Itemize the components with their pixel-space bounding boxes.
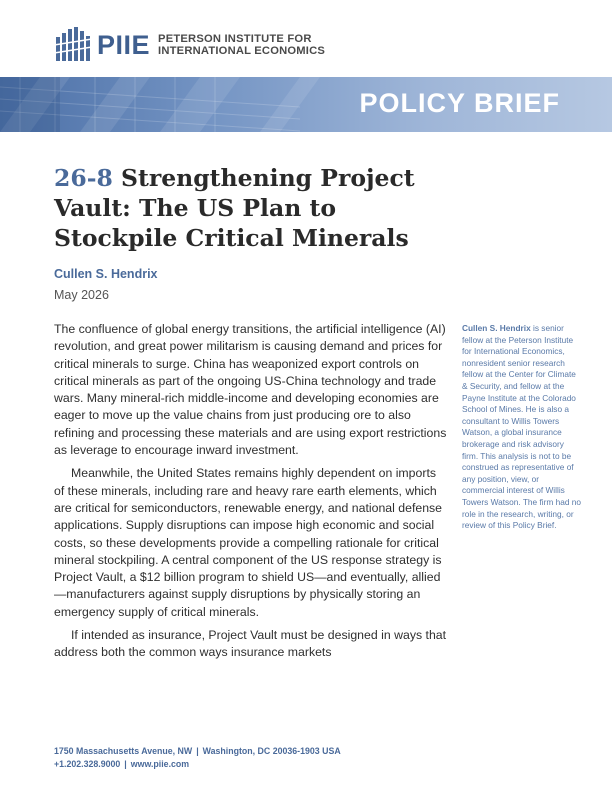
title-text: Strengthening Project Vault: The US Plan to Stockpile Critical Minerals [54, 164, 415, 252]
footer [54, 745, 341, 771]
body-text [54, 321, 448, 668]
page-title [54, 163, 454, 253]
building-logo-icon [54, 27, 94, 63]
paragraph-1: The confluence of global energy transitions, the artificial intelligence (AI) revolution, and great power militarism is causing demand and prices for critical minerals to surge. China has weaponized export controls on critical minerals as part of the ongoing US-China technology and trade wars. Many mineral-rich middle-income and developing economies are eager to move up the value chains from just producing ore to also refining and processing these materials and are using export restrictions as leverage to encourage inward investment. [54, 322, 447, 458]
sidebar-author-bio: is senior fellow at the Peterson Institute for International Economics, nonresident senior research fellow at the Center for Climate & Security, and fellow at the Payne Institute at the Colorado School of Mines. He is also a consultant to Willis Towers Watson, a global insurance brokerage and risk advisory firm. This analysis is not to be construed as representative of any position, view, or commercial interest of Willis Towers Watson. The firm had no role in the research, writing, or review of this Policy Brief. [462, 323, 581, 531]
policy-brief-banner [0, 77, 612, 132]
footer-separator: | [124, 759, 127, 769]
paragraph-3: If intended as insurance, Project Vault must be designed in ways that address both the common ways insurance markets [54, 628, 447, 660]
footer-phone: +1.202.328.9000 [54, 759, 121, 769]
footer-city: Washington, DC 20036-1903 USA [202, 746, 341, 756]
sidebar-author-name: Cullen S. Hendrix [462, 323, 531, 333]
piie-logo [54, 27, 325, 63]
publication-date: May 2026 [54, 288, 109, 302]
footer-address-line [54, 745, 341, 758]
organization-name-line-2: INTERNATIONAL ECONOMICS [158, 45, 326, 57]
author-name: Cullen S. Hendrix [54, 267, 158, 281]
brief-number: 26-8 [54, 164, 113, 192]
logo-acronym: PIIE [97, 30, 151, 60]
footer-website-link[interactable]: www.piie.com [130, 759, 190, 769]
organization-name-line-1: PETERSON INSTITUTE FOR [158, 33, 312, 45]
paragraph-2: Meanwhile, the United States remains highly dependent on imports of these minerals, including rare and heavy rare earth elements, which are critical for semiconductors, renewable energy, and national defense applications. Supply disruptions can impose high economic and social costs, so these developments provide a compelling rationale for critical mineral stockpiling. A central component of the US response strategy is Project Vault, a $12 billion program to shield US—and eventually, allied—manufacturers against supply disruptions by physically storing an emergency supply of critical minerals. [54, 466, 443, 619]
footer-separator: | [196, 746, 199, 756]
footer-contact-line [54, 758, 341, 771]
organization-name [158, 33, 325, 57]
footer-street: 1750 Massachusetts Avenue, NW [54, 746, 193, 756]
banner-label: POLICY BRIEF [359, 88, 560, 118]
author-bio-sidebar [462, 323, 582, 532]
